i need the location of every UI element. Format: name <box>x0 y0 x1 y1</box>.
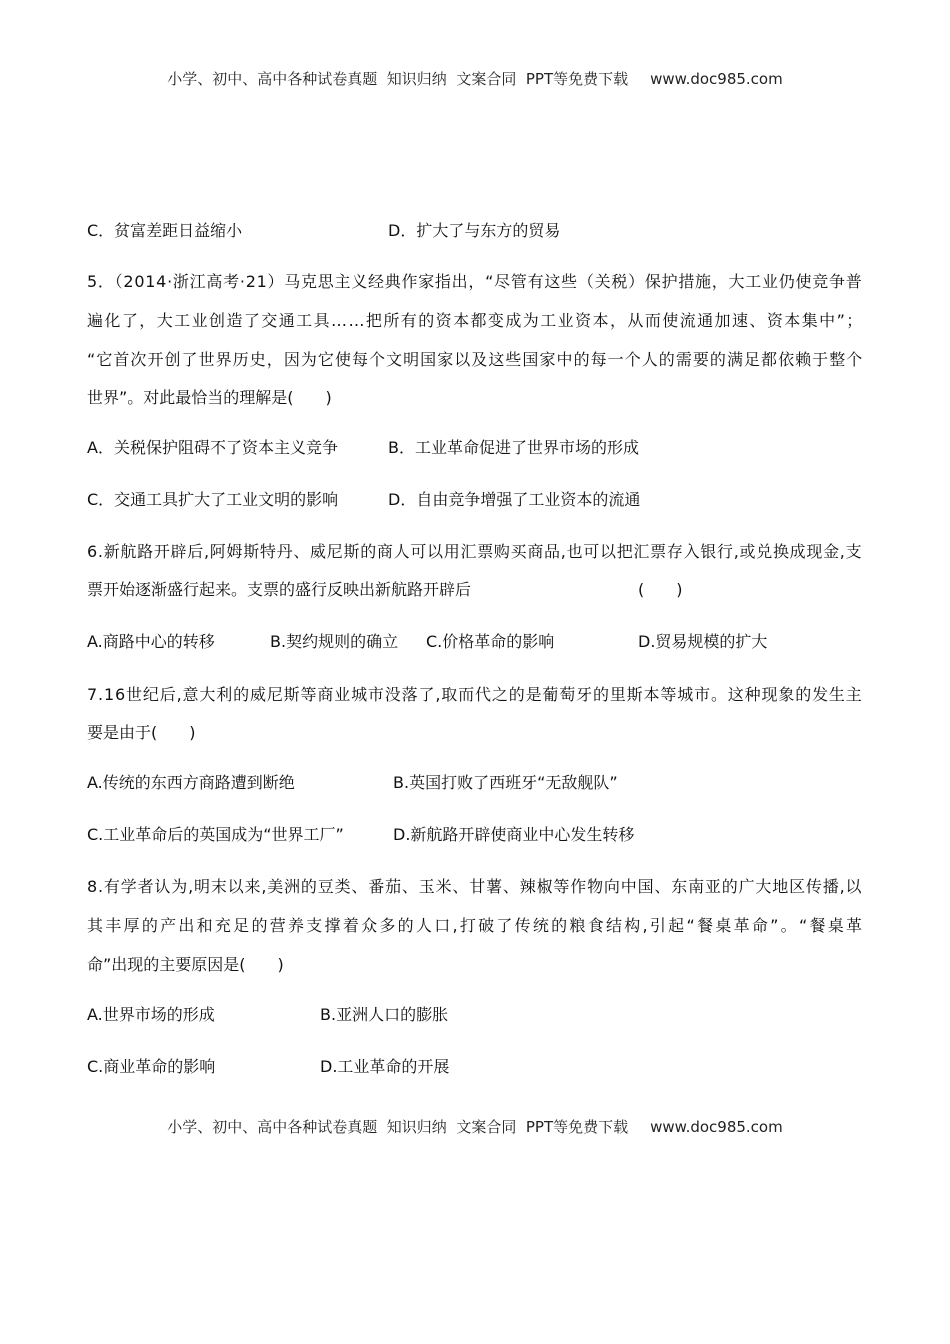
page-header <box>0 68 950 89</box>
q5-stem-line-1: 5．（2014·浙江高考·21）马克思主义经典作家指出，“尽管有这些（关税）保护措施，大工业仍使竞争普 <box>87 272 863 291</box>
q8-option-b: B.亚洲人口的膨胀 <box>320 1005 449 1024</box>
q6-stem-line-2: 票开始逐渐盛行起来。支票的盛行反映出新航路开辟后 <box>87 580 472 599</box>
q6-option-a: A.商路中心的转移 <box>87 632 215 651</box>
q5-stem-line-3: “它首次开创了世界历史，因为它使每个文明国家以及这些国家中的每一个人的需要的满足都依赖于整个 <box>87 350 864 369</box>
q5-option-c: C．交通工具扩大了工业文明的影响 <box>87 490 339 509</box>
q7-option-b: B.英国打败了西班牙“无敌舰队” <box>393 773 618 792</box>
q8-stem-line-2: 其丰厚的产出和充足的营养支撑着众多的人口,打破了传统的粮食结构,引起“餐桌革命”。“餐桌革 <box>87 916 865 935</box>
q7-stem-line-2: 要是由于( ) <box>87 723 196 742</box>
q7-option-d: D.新航路开辟使商业中心发生转移 <box>393 825 635 844</box>
footer-site[interactable]: www.doc985.com <box>650 1118 783 1136</box>
q8-option-c: C.商业革命的影响 <box>87 1057 216 1076</box>
q6-option-c: C.价格革命的影响 <box>426 632 555 651</box>
q5-option-a: A．关税保护阻碍不了资本主义竞争 <box>87 438 338 457</box>
q4-option-d: D．扩大了与东方的贸易 <box>388 221 561 240</box>
q8-stem-line-3: 命”出现的主要原因是( ) <box>87 955 284 974</box>
q8-stem-line-1: 8.有学者认为,明末以来,美洲的豆类、番茄、玉米、甘薯、辣椒等作物向中国、东南亚的广大地区传播,以 <box>87 877 863 896</box>
q6-option-d: D.贸易规模的扩大 <box>638 632 768 651</box>
q7-option-a: A.传统的东西方商路遭到断绝 <box>87 773 295 792</box>
q5-option-d: D．自由竞争增强了工业资本的流通 <box>388 490 641 509</box>
q4-option-c: C．贫富差距日益缩小 <box>87 221 243 240</box>
q7-option-c: C.工业革命后的英国成为“世界工厂” <box>87 825 344 844</box>
q5-stem-line-2: 遍化了，大工业创造了交通工具……把所有的资本都变成为工业资本，从而使流通加速、资本集中”； <box>87 311 864 330</box>
q5-option-b: B．工业革命促进了世界市场的形成 <box>388 438 639 457</box>
q7-stem-line-1: 7.16世纪后,意大利的威尼斯等商业城市没落了,取而代之的是葡萄牙的里斯本等城市。这种现象的发生主 <box>87 685 863 704</box>
q6-option-b: B.契约规则的确立 <box>270 632 399 651</box>
q5-stem-line-4: 世界”。对此最恰当的理解是( ) <box>87 388 332 407</box>
header-site[interactable]: www.doc985.com <box>650 70 783 88</box>
q8-option-d: D.工业革命的开展 <box>320 1057 450 1076</box>
header-text: 小学、初中、高中各种试卷真题 知识归纳 文案合同 PPT等免费下载 <box>167 70 629 88</box>
footer-text: 小学、初中、高中各种试卷真题 知识归纳 文案合同 PPT等免费下载 <box>167 1118 629 1136</box>
page-footer <box>0 1116 950 1137</box>
q6-answer-paren: ( ) <box>638 580 683 599</box>
q6-stem-line-1: 6.新航路开辟后,阿姆斯特丹、威尼斯的商人可以用汇票购买商品,也可以把汇票存入银行,或兑换成现金,支 <box>87 542 863 561</box>
q8-option-a: A.世界市场的形成 <box>87 1005 215 1024</box>
